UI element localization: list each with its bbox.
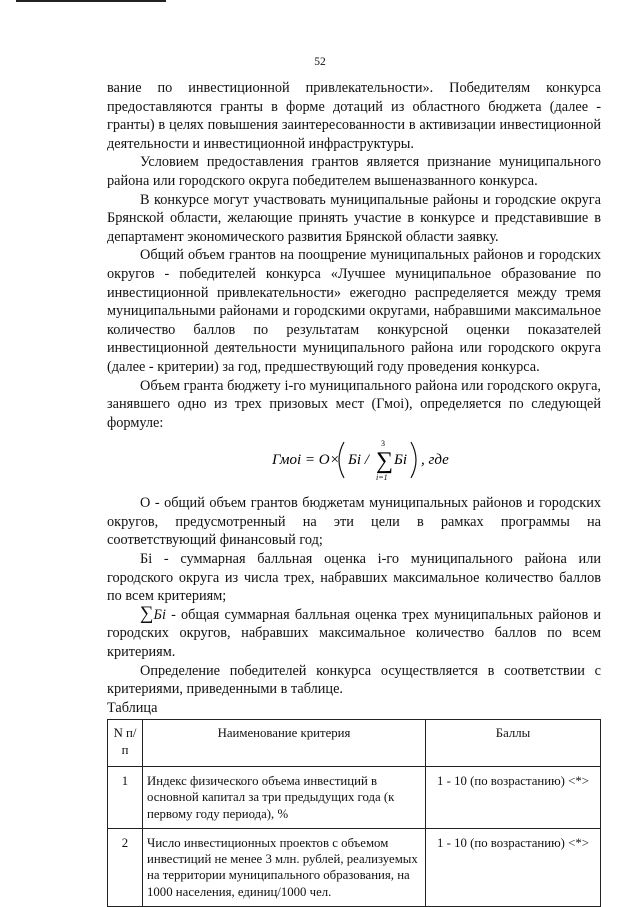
row-number: 1: [108, 767, 143, 829]
grant-formula: [107, 434, 601, 486]
definition-score: Бi - суммарная балльная оценка i-го муниципального района или городского округа из числа трех, набравших максимальное количество баллов по всем критериям;: [107, 551, 601, 605]
header-number: N п/п: [108, 720, 143, 767]
formula-lhs: Гмоi = О×: [272, 452, 340, 469]
document-body: [107, 79, 601, 907]
definition-sum-score: [107, 602, 601, 662]
row-points: 1 - 10 (по возрастанию) <*>: [426, 828, 601, 906]
paragraph-participants: В конкурсе могут участвовать муниципальные районы и городские округа Брянской области, желающие принять участие в конкурсе и представившие в департамент экономического развития Брянской области заявку.: [107, 191, 601, 245]
table-header-row: [108, 720, 601, 767]
row-number: 2: [108, 828, 143, 906]
paragraph-formula-intro: Объем гранта бюджету i-го муниципального района или городского округа, занявшего одно из трех призовых мест (Гмоi), определяется по следующей формуле:: [107, 377, 601, 431]
left-paren: [339, 442, 344, 478]
criteria-table: [107, 719, 601, 907]
paragraph-grant-volume: Общий объем грантов на поощрение муниципальных районов и городских округов - победителей конкурса «Лучшее муниципальное образование по инвестиционной привлекательности» ежегодно распределяется между тремя муниципальными районами и городскими округами, набравшими максимальное количество баллов по результатам конкурсной оценки показателей инвестиционной деятельности муниципального района или городского округа (далее - критерии) за год, предшествующий году проведения конкурса.: [107, 247, 601, 375]
formula-numerator: Бi /: [348, 452, 369, 469]
definition-total-volume: О - общий объем грантов бюджетам муниципальных районов и городских округов, предусмотренный на эти цели в рамках программы на соответствующий финансовый год;: [107, 495, 601, 549]
sum-lower-limit: i=1: [376, 473, 388, 483]
row-criterion: Индекс физического объема инвестиций в основной капитал за три предыдущих года (к первому году периода), %: [143, 767, 426, 829]
formula-graphic: [272, 434, 472, 486]
table-row: [108, 767, 601, 829]
table-row: [108, 828, 601, 906]
paragraph-continuation: вание по инвестиционной привлекательности». Победителям конкурса предоставляются гранты в форме дотаций из областного бюджета (далее - гранты) в целях повышения заинтересованности в активизации инвестиционной деятельности и инвестиционной инфраструктуры.: [107, 80, 601, 152]
paragraph-condition: Условием предоставления грантов является признание муниципального района или городского округа победителем вышеназванного конкурса.: [107, 154, 601, 189]
top-rule: [16, 0, 166, 2]
formula-sum-term: Бi: [394, 452, 408, 469]
formula-suffix: , где: [421, 452, 449, 469]
header-points: Баллы: [426, 720, 601, 767]
paragraph-winners: Определение победителей конкурса осуществляется в соответствии с критериями, приведенными в таблице.: [107, 662, 601, 698]
row-criterion: Число инвестиционных проектов с объемом инвестиций не менее 3 млн. рублей, реализуемых на территории муниципального образования, на 1000 населения, единиц/1000 чел.: [143, 828, 426, 906]
row-points: 1 - 10 (по возрастанию) <*>: [426, 767, 601, 829]
sum-definition-text: - общая суммарная балльная оценка трех муниципальных районов и городских округов, набравших максимальное количество баллов по всем критериям.: [107, 606, 601, 661]
sum-sign: ∑: [376, 448, 394, 475]
sum-symbol-term: Бi: [153, 606, 166, 623]
header-criterion: Наименование критерия: [143, 720, 426, 767]
sum-symbol-icon: ∑: [140, 602, 154, 624]
table-caption: Таблица: [107, 699, 158, 716]
page-number: 52: [314, 56, 326, 68]
right-paren: [411, 442, 416, 478]
sum-upper-limit: 3: [381, 439, 385, 449]
